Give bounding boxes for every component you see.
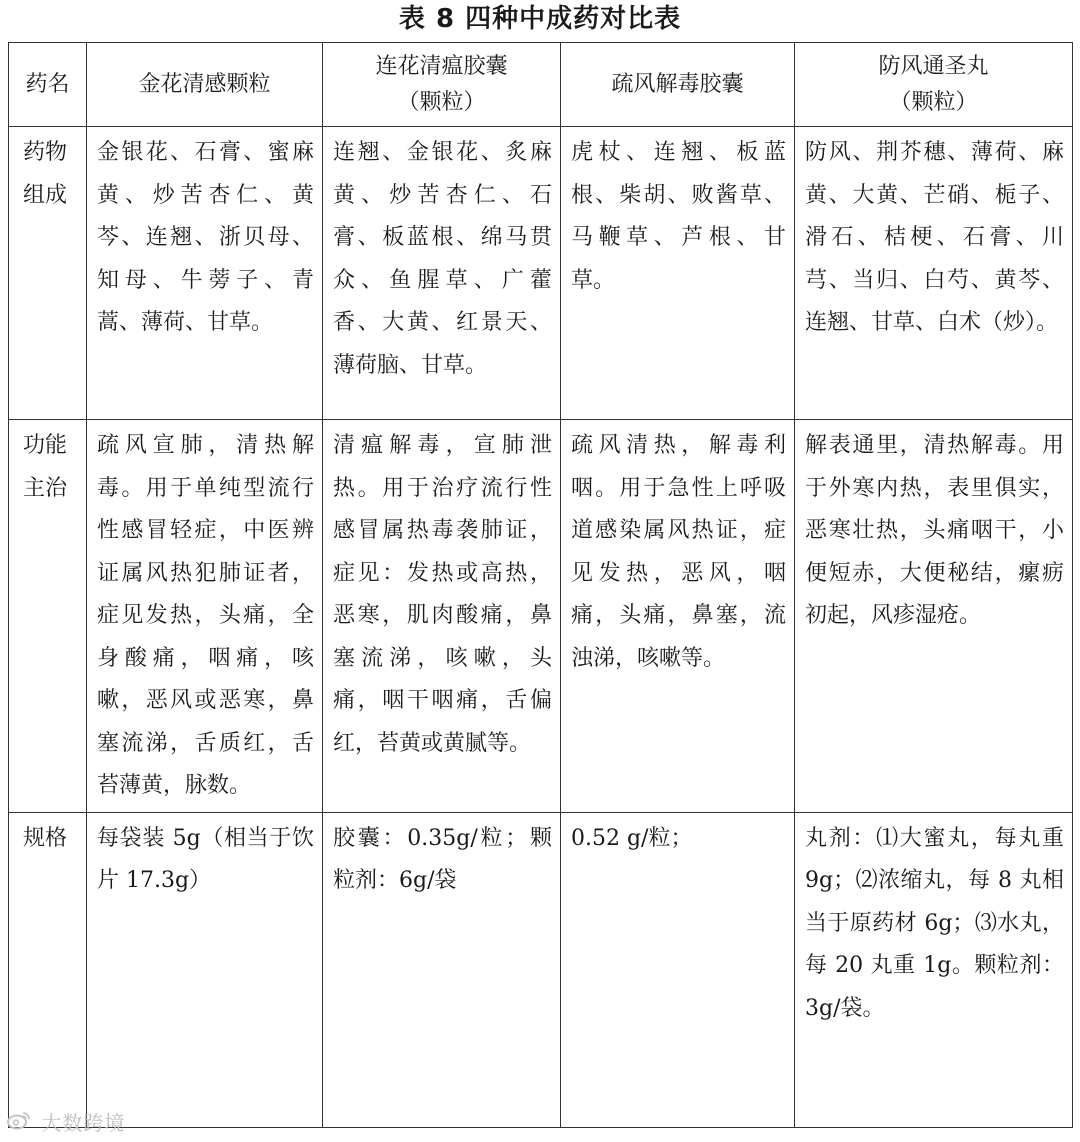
cell-specification-3: 0.52 g/粒； [561, 812, 795, 1128]
watermark [6, 1107, 125, 1136]
table-row [9, 812, 1073, 1128]
header-drug-4 [795, 43, 1073, 127]
row-label-indications: 功能主治 [9, 420, 87, 813]
header-row [9, 43, 1073, 127]
weibo-logo-icon [6, 1110, 32, 1135]
cell-specification-1: 每袋装 5g（相当于饮片 17.3g） [87, 812, 323, 1128]
header-drug-3 [561, 43, 795, 127]
cell-composition-3: 虎杖、连翘、板蓝根、柴胡、败酱草、马鞭草、芦根、甘草。 [561, 127, 795, 420]
table-title: 表 8 四种中成药对比表 [398, 4, 682, 34]
cell-indications-2: 清瘟解毒，宣肺泄热。用于治疗流行性感冒属热毒袭肺证，症见：发热或高热，恶寒，肌肉酸痛，鼻塞流涕，咳嗽，头痛，咽干咽痛，舌偏红，苔黄或黄腻等。 [323, 420, 561, 813]
cell-indications-4: 解表通里，清热解毒。用于外寒内热，表里俱实，恶寒壮热，头痛咽干，小便短赤，大便秘结，瘰疬初起，风疹湿疮。 [795, 420, 1073, 813]
header-drug-1 [87, 43, 323, 127]
watermark-text: 大数跨境 [41, 1111, 126, 1135]
table-row [9, 127, 1073, 420]
header-drug-2-line2: （颗粒） [397, 89, 486, 115]
header-name-label: 药名 [9, 43, 87, 127]
comparison-table [8, 42, 1073, 1128]
header-drug-2-line1: 连花清瘟胶囊 [375, 53, 508, 79]
cell-specification-4: 丸剂：⑴大蜜丸，每丸重 9g；⑵浓缩丸，每 8 丸相当于原药材 6g；⑶水丸，每 20 丸重 1g。颗粒剂：3g/袋。 [795, 812, 1073, 1128]
header-drug-1-line1: 金花清感颗粒 [138, 71, 271, 97]
cell-indications-1: 疏风宣肺，清热解毒。用于单纯型流行性感冒轻症，中医辨证属风热犯肺证者，症见发热，头痛，全身酸痛，咽痛，咳嗽，恶风或恶寒，鼻塞流涕，舌质红，舌苔薄黄，脉数。 [87, 420, 323, 813]
header-drug-2 [323, 43, 561, 127]
cell-specification-2: 胶囊：0.35g/粒；颗粒剂：6g/袋 [323, 812, 561, 1128]
table-row [9, 420, 1073, 813]
header-drug-4-line1: 防风通圣丸 [878, 53, 989, 79]
cell-composition-4: 防风、荆芥穗、薄荷、麻黄、大黄、芒硝、栀子、滑石、桔梗、石膏、川芎、当归、白芍、黄芩、连翘、甘草、白术（炒）。 [795, 127, 1073, 420]
cell-composition-2: 连翘、金银花、炙麻黄、炒苦杏仁、石膏、板蓝根、绵马贯众、鱼腥草、广藿香、大黄、红景天、薄荷脑、甘草。 [323, 127, 561, 420]
row-label-composition: 药物组成 [9, 127, 87, 420]
cell-composition-1: 金银花、石膏、蜜麻黄、炒苦杏仁、黄芩、连翘、浙贝母、知母、牛蒡子、青蒿、薄荷、甘草。 [87, 127, 323, 420]
cell-indications-3: 疏风清热，解毒利咽。用于急性上呼吸道感染属风热证，症见发热，恶风，咽痛，头痛，鼻塞，流浊涕，咳嗽等。 [561, 420, 795, 813]
row-label-specification: 规格 [9, 812, 87, 1128]
header-drug-3-line1: 疏风解毒胶囊 [611, 71, 744, 97]
header-drug-4-line2: （颗粒） [889, 89, 978, 115]
